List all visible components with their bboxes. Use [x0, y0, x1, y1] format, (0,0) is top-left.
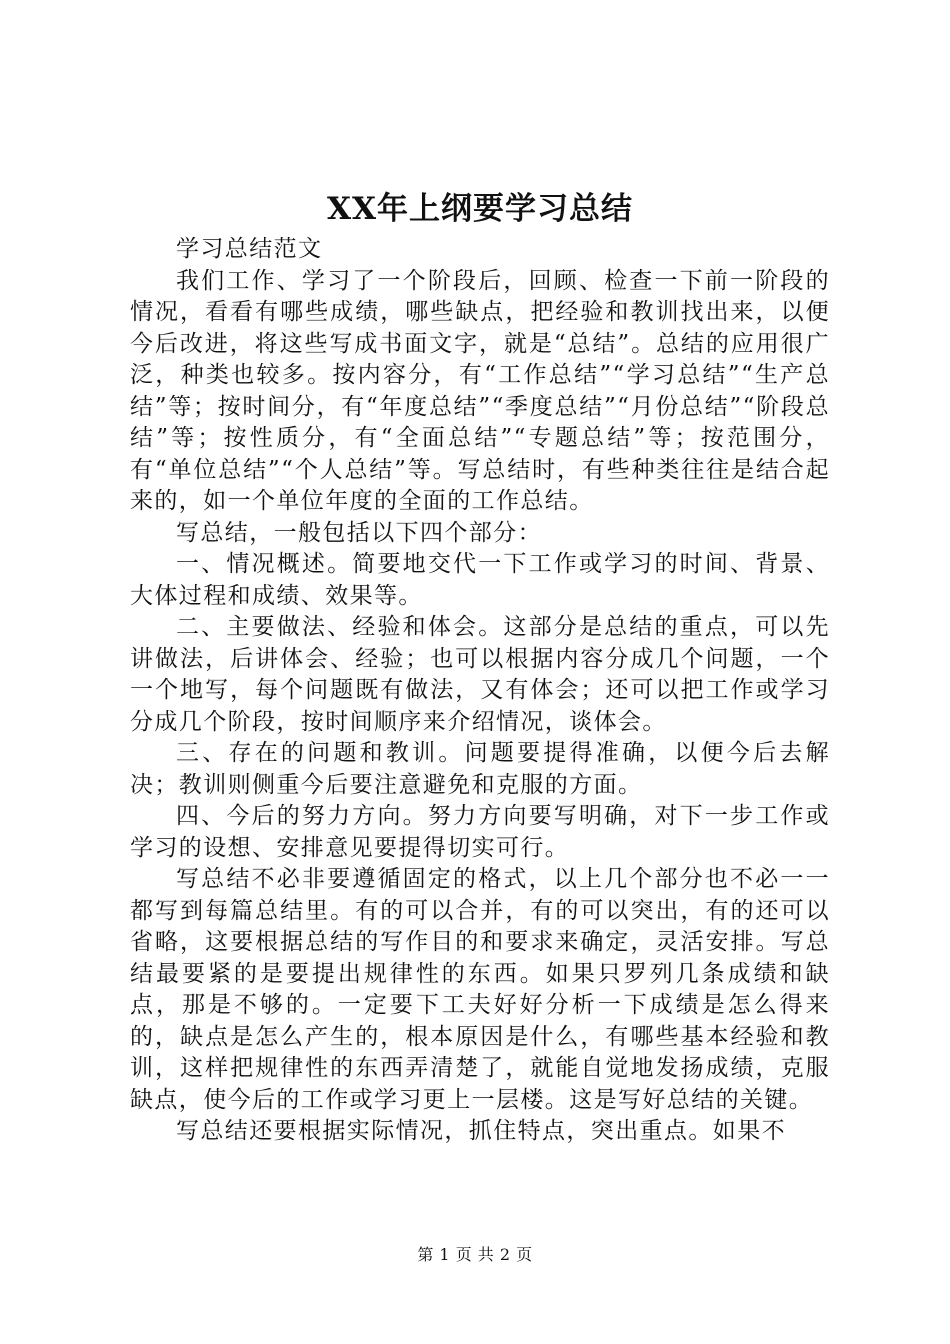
paragraph-part-three: 三、存在的问题和教训。问题要提得准确，以便今后去解决；教训则侧重今后要注意避免和克服的方面。 [130, 740, 830, 798]
page-number-footer: 第 1 页 共 2 页 [417, 1245, 533, 1264]
paragraph-part-two: 二、主要做法、经验和体会。这部分是总结的重点，可以先讲做法，后讲体会、经验；也可以根据内容分成几个问题，一个一个地写，每个问题既有做法，又有体会；还可以把工作或学习分成几个阶段，按时间顺序来介绍情况，谈体会。 [130, 614, 830, 735]
paragraph-part-four: 四、今后的努力方向。努力方向要写明确，对下一步工作或学习的设想、安排意见要提得切实可行。 [130, 803, 830, 861]
paragraph-format-notes: 写总结不必非要遵循固定的格式，以上几个部分也不必一一都写到每篇总结里。有的可以合并，有的可以突出，有的还可以省略，这要根据总结的写作目的和要求来确定，灵活安排。写总结最要紧的是要提出规律性的东西。如果只罗列几条成绩和缺点，那是不够的。一定要下工夫好好分析一下成绩是怎么得来的，缺点是怎么产生的，根本原因是什么，有哪些基本经验和教训，这样把规律性的东西弄清楚了，就能自觉地发扬成绩，克服缺点，使今后的工作或学习更上一层楼。这是写好总结的关键。 [130, 866, 830, 1113]
paragraph-parts-intro: 写总结，一般包括以下四个部分： [176, 519, 542, 546]
paragraph-part-one: 一、情况概述。简要地交代一下工作或学习的时间、背景、大体过程和成绩、效果等。 [130, 551, 830, 609]
document-title: XX年上纲要学习总结 [326, 191, 634, 227]
paragraph-intro: 我们工作、学习了一个阶段后，回顾、检查一下前一阶段的情况，看看有哪些成绩，哪些缺点，把经验和教训找出来，以便今后改进，将这些写成书面文字，就是“总结”。总结的应用很广泛，种类也较多。按内容分，有“工作总结”“学习总结”“生产总结”等；按时间分，有“年度总结”“季度总结”“月份总结”“阶段总结”等；按性质分，有“全面总结”“专题总结”等；按范围分，有“单位总结”“个人总结”等。写总结时，有些种类往往是结合起来的，如一个单位年度的全面的工作总结。 [130, 267, 830, 514]
paragraph-focus-notes: 写总结还要根据实际情况，抓住特点，突出重点。如果不 [176, 1118, 786, 1144]
paragraph-heading: 学习总结范文 [176, 236, 323, 262]
document-body [130, 234, 830, 1148]
